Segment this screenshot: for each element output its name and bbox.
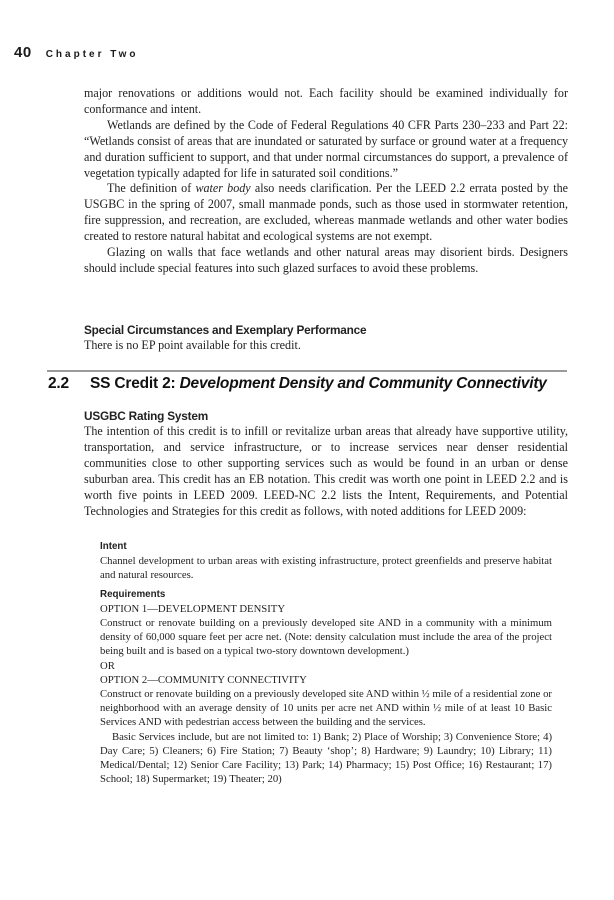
intent-heading: Intent: [100, 541, 127, 552]
option-2-label: OPTION 2—COMMUNITY CONNECTIVITY: [100, 673, 307, 686]
or-label: OR: [100, 659, 115, 672]
paragraph-glazing: Glazing on walls that face wetlands and other natural areas may disorient birds. Designers should include special features into such glazed surfaces to avoid these problems.: [84, 245, 568, 275]
paragraph-water-body: [84, 181, 568, 245]
special-circumstances-text: There is no EP point available for this credit.: [84, 338, 301, 352]
usgbc-block: [84, 408, 568, 519]
section-heading: [48, 374, 578, 394]
chapter-label: Chapter Two: [45, 49, 139, 60]
paragraph-renovations: major renovations or additions would not. Each facility should be examined individually for conformance and intent.: [84, 86, 568, 116]
water-body-term: water body: [195, 181, 251, 196]
section-divider: [47, 370, 567, 372]
option-1-label: OPTION 1—DEVELOPMENT DENSITY: [100, 602, 286, 615]
option-2-text: Construct or renovate building on a previously developed site AND within ½ mile of a residential zone or neighborhood with an average density of 10 units per acre net AND within ½ mile of at least 10 Basic Services AND with pedestrian access between the building and the services.: [100, 688, 552, 729]
special-circumstances-heading: Special Circumstances and Exemplary Performance: [84, 323, 367, 337]
body-text-top: [84, 86, 568, 277]
usgbc-text: The intention of this credit is to infill or revitalize urban areas that already have supportive utility, transportation, and service infrastructure, or to increase services near denser residential communities close to other supporting services such as would be found in an urban or dense suburban area. This credit has an EB notation. This credit was worth one point in LEED 2.2 and is worth five points in LEED 2009. LEED-NC 2.2 lists the Intent, Requirements, and Potential Technologies and Strategies for this credit as follows, with noted additions for LEED 2009:: [84, 424, 568, 518]
option-1-text: Construct or renovate building on a previously developed site AND in a community with a minimum density of 60,000 square feet per acre net. (Note: density calculation must include the area of the project being built and is based on a typical two-story downtown development.): [100, 617, 552, 658]
basic-services-text: Basic Services include, but are not limited to: 1) Bank; 2) Place of Worship; 3) Convenience Store; 4) Day Care; 5) Cleaners; 6) Fire Station; 7) Beauty ‘shop’; 8) Hardware; 9) Laundry; 10) Library; 11) Medical/Dental; 12) Senior Care Facility; 13) Park; 14) Pharmacy; 15) Post Office; 16) Restaurant; 17) School; 18) Supermarket; 19) Theater; 20): [100, 730, 552, 786]
intent-text: Channel development to urban areas with existing infrastructure, protect greenfields and preserve habitat and natural resources.: [100, 555, 552, 582]
water-body-text-start: The definition of: [107, 181, 196, 196]
running-head: [14, 44, 139, 62]
section-credit-label: SS Credit 2:: [90, 375, 180, 392]
water-body-text-end: also needs clarification. Per the LEED 2.2 errata posted by the USGBC in the spring of 2007, small manmade ponds, such as those used in stormwater retention, fire suppression, and recreation, are excluded, whereas manmade wetlands and other water bodies created to restore natural habitat and ecological systems are not exempt.: [84, 181, 568, 244]
requirements-heading: Requirements: [100, 588, 166, 600]
page-number: 40: [14, 44, 32, 61]
usgbc-heading: USGBC Rating System: [84, 409, 209, 423]
section-title: Development Density and Community Connectivity: [179, 375, 547, 392]
section-number: 2.2: [48, 375, 69, 392]
paragraph-wetlands-definition: Wetlands are defined by the Code of Federal Regulations 40 CFR Parts 230–233 and Part 22: “Wetlands consist of areas that are inundated or saturated by surface or ground water at a frequency and duration sufficient to support, and that under normal circumstances do support, a prevalence of vegetation typically adapted for life in saturated soil conditions.”: [84, 117, 568, 180]
special-circumstances-block: [84, 322, 568, 354]
credit-requirements-extract: [100, 540, 552, 786]
